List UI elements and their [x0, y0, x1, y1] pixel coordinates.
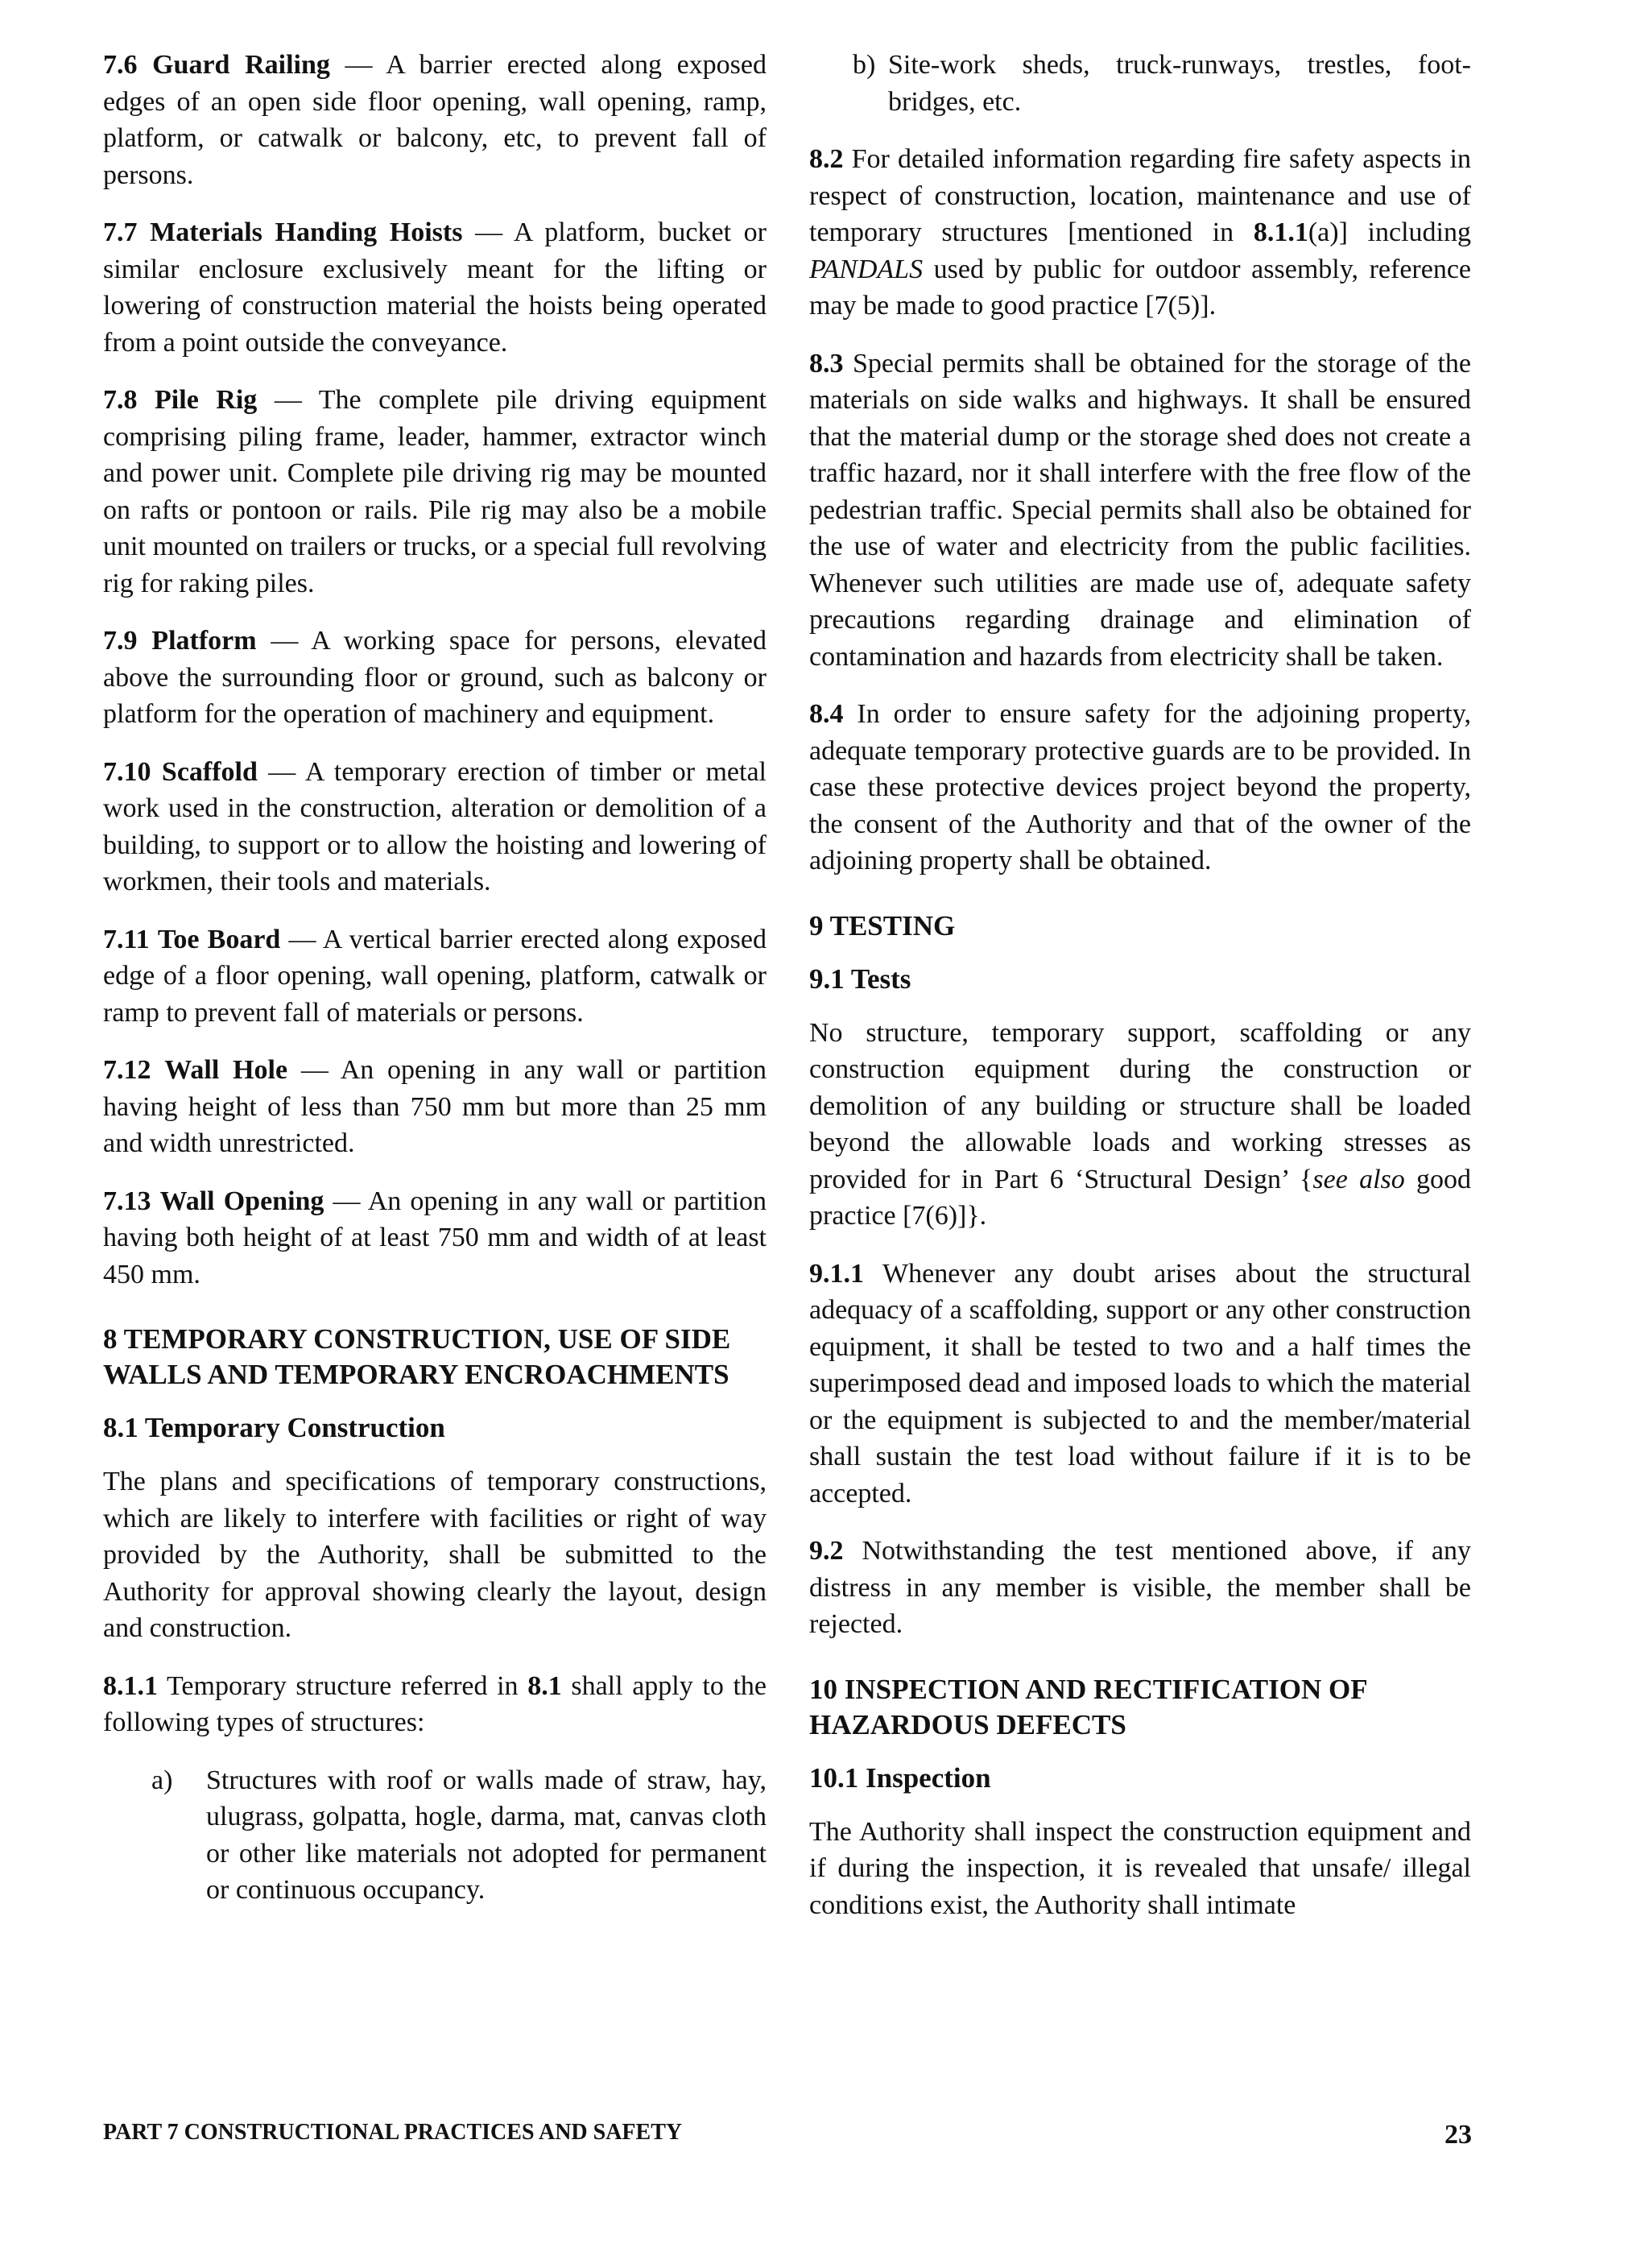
footer-part-title: PART 7 CONSTRUCTIONAL PRACTICES AND SAFETY: [103, 2120, 683, 2145]
clause-8-1-text: The plans and specifications of temporary constructions, which are likely to interfere with facilities or right of way provided by the Authority, shall be submitted to the Authority for approval showing clearly the layout, design and construction.: [103, 1467, 767, 1643]
clause-8-2: 8.2 For detailed information regarding fire safety aspects in respect of construction, location, maintenance and use of temporary structures [mentioned in 8.1.1(a)] including PANDALS used by public for outdoor assembly, reference may be made to good practice [7(5)].: [809, 144, 1471, 321]
clause-7-6: 7.6 Guard Railing — A barrier erected along exposed edges of an open side floor opening, wall opening, ramp, platform, or catwalk or balcony, etc, to prevent fall of persons.: [103, 50, 767, 190]
clause-9-2: 9.2 Notwithstanding the test mentioned above, if any distress in any member is visible, the member shall be rejected.: [809, 1536, 1471, 1639]
right-column: [809, 47, 1471, 1944]
list-item-label: b): [853, 50, 876, 80]
list-item-text: Site-work sheds, truck-runways, trestles, foot-bridges, etc.: [888, 50, 1471, 117]
clause-7-10: 7.10 Scaffold — A temporary erection of timber or metal work used in the construction, alteration or demolition of a building, to support or to allow the hoisting and lowering of workmen, their tools and materials.: [103, 756, 767, 896]
list-item-b: [809, 47, 1471, 120]
clause-8-4: 8.4 In order to ensure safety for the adjoining property, adequate temporary protective guards are to be provided. In case these protective devices project beyond the property, the consent of the Authority and that of the owner of the adjoining property shall be obtained.: [809, 699, 1471, 875]
clause-9-1-text: No structure, temporary support, scaffolding or any construction equipment during the construction or demolition of any building or structure shall be loaded beyond the allowable loads and working stresses as provided for in Part 6 ‘Structural Design’ {see also good practice [7(6)]}.: [809, 1017, 1472, 1231]
list-item-label: a): [151, 1765, 173, 1795]
left-column: [103, 47, 767, 1930]
clause-10-1-text: The Authority shall inspect the construction equipment and if during the inspection, it is revealed that unsafe/ illegal conditions exist, the Authority shall intimate: [809, 1816, 1471, 1920]
list-item-a: [103, 1762, 767, 1909]
clause-7-11: 7.11 Toe Board — A vertical barrier erected along exposed edge of a floor opening, wall opening, platform, catwalk or ramp to prevent fall of materials or persons.: [103, 924, 767, 1028]
section-8-heading: 8 TEMPORARY CONSTRUCTION, USE OF SIDE WALLS AND TEMPORARY ENCROACHMENTS: [103, 1323, 731, 1390]
clause-7-8: 7.8 Pile Rig — The complete pile driving equipment comprising piling frame, leader, hammer, extractor winch and power unit. Complete pile driving rig may be mounted on rafts or pontoon or rails. Pile rig may also be a mobile unit mounted on trailers or trucks, or a special full revolving rig for raking piles.: [103, 385, 767, 598]
clause-8-3: 8.3 Special permits shall be obtained for the storage of the materials on side walks and highways. It shall be ensured that the material dump or the storage shed does not create a traffic hazard, nor it shall interfere with the free flow of the pedestrian traffic. Special permits shall also be obtained for the use of water and electricity from the public facilities. Whenever such utilities are made use of, adequate safety precautions regarding drainage and elimination of contamination and hazards from electricity shall be taken.: [809, 348, 1471, 672]
section-10-heading: 10 INSPECTION AND RECTIFICATION OF HAZARDOUS DEFECTS: [809, 1673, 1367, 1740]
page-footer: [103, 2120, 1472, 2150]
section-9-heading: 9 TESTING: [809, 909, 956, 942]
subsection-10-1-heading: 10.1 Inspection: [809, 1761, 991, 1794]
clause-7-7: 7.7 Materials Handing Hoists — A platform, bucket or similar enclosure exclusively meant for the lifting or lowering of construction material the hoists being operated from a point outside the conveyance.: [103, 217, 767, 358]
clause-8-1-1: 8.1.1 Temporary structure referred in 8.1 shall apply to the following types of structures:: [103, 1670, 767, 1737]
subsection-8-1-heading: 8.1 Temporary Construction: [103, 1412, 445, 1443]
page-number: 23: [1444, 2120, 1472, 2150]
list-item-text: Structures with roof or walls made of straw, hay, ulugrass, golpatta, hogle, darma, mat, canvas cloth or other like materials not adopted for permanent or continuous occupancy.: [206, 1765, 767, 1905]
subsection-9-1-heading: 9.1 Tests: [809, 962, 911, 995]
clause-9-1-1: 9.1.1 Whenever any doubt arises about the structural adequacy of a scaffolding, support or any other construction equipment, it shall be tested to two and a half times the superimposed dead and imposed loads to which the material or the equipment is subjected to and the member/material shall sustain the test load without failure if it is to be accepted.: [809, 1258, 1471, 1509]
clause-7-13: 7.13 Wall Opening — An opening in any wall or partition having both height of at least 750 mm and width of at least 450 mm.: [103, 1186, 767, 1289]
clause-7-12: 7.12 Wall Hole — An opening in any wall or partition having height of less than 750 mm but more than 25 mm and width unrestricted.: [103, 1055, 767, 1158]
clause-7-9: 7.9 Platform — A working space for persons, elevated above the surrounding floor or ground, such as balcony or platform for the operation of machinery and equipment.: [103, 626, 767, 729]
